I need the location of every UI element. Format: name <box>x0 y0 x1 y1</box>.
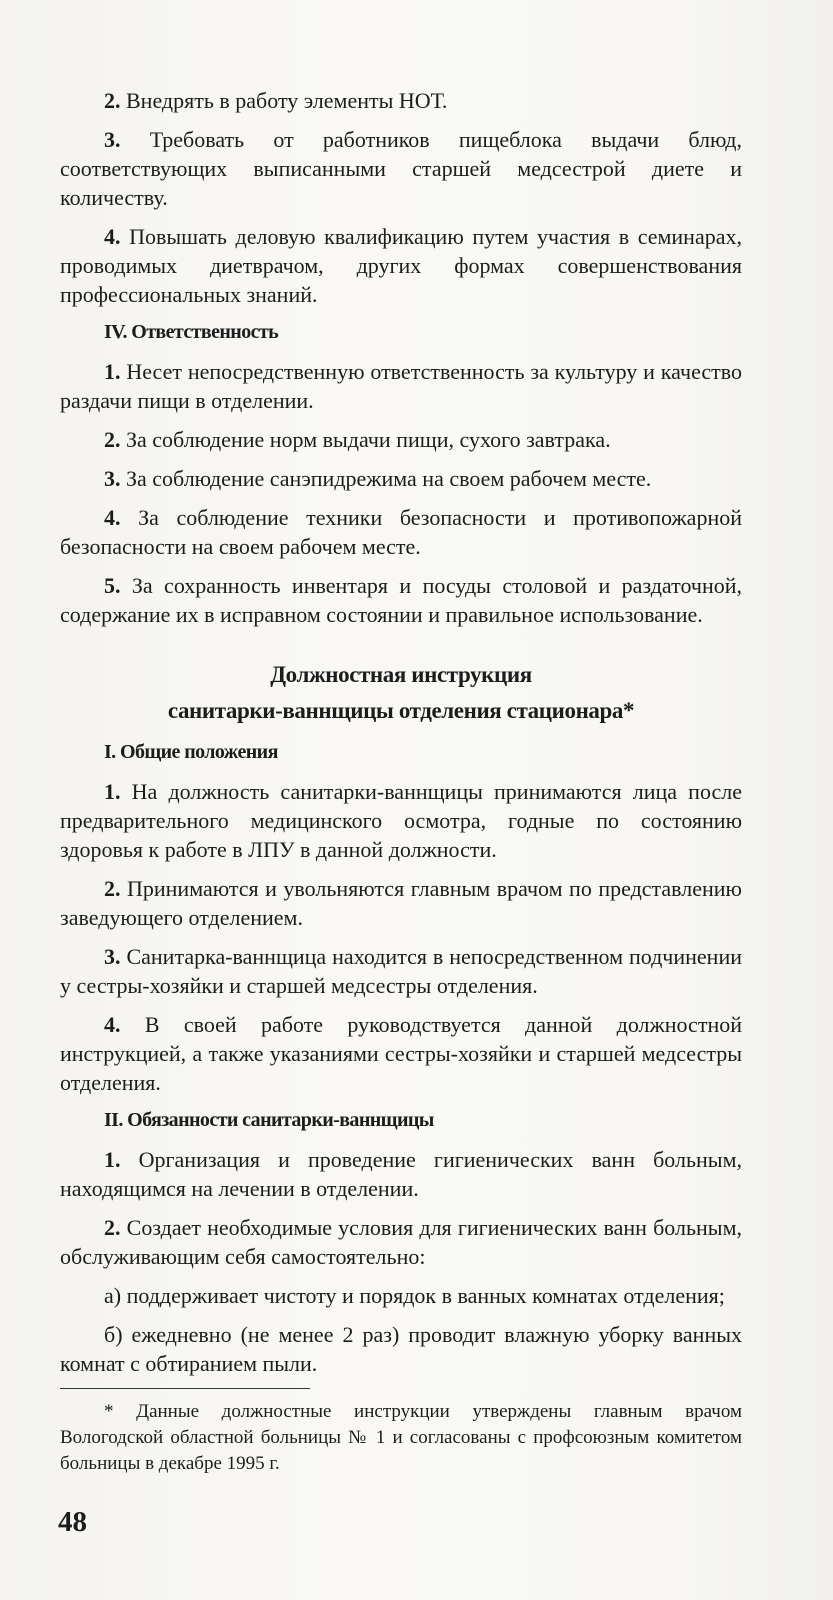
paragraph: 3. Требовать от работников пищеблока выдачи блюд, соответствующих выписанными старшей медсестрой диете и количеству. <box>60 127 742 210</box>
paragraph: 4. Повышать деловую квалификацию путем участия в семинарах, проводимых диетврачом, других формах совершенствования профессиональных знаний. <box>60 224 742 307</box>
footnote-divider <box>60 1388 310 1389</box>
paragraph: 5. За сохранность инвентаря и посуды столовой и раздаточной, содержание их в исправном состоянии и правильное использование. <box>60 573 742 627</box>
instruction-title-line1: Должностная инструкция <box>270 662 532 687</box>
section-heading: II. Обязанности санитарки-ваннщицы <box>104 1109 434 1131</box>
paragraph: а) поддерживает чистоту и порядок в ванных комнатах отделения; <box>104 1283 725 1308</box>
footnote: * Данные должностные инструкции утверждены главным врачом Вологодской областной больницы № 1 и согласованы с профсоюзным комитетом больницы в декабре 1995 г. <box>60 1401 742 1474</box>
page-content <box>60 86 742 1477</box>
instruction-title-line2: санитарки-ваннщицы отделения стационара* <box>167 698 635 723</box>
section-heading: I. Общие положения <box>104 741 278 763</box>
paragraph: 4. В своей работе руководствуется данной должностной инструкцией, а также указаниями сестры-хозяйки и старшей медсестры отделения. <box>60 1012 742 1095</box>
paragraph: 1. Несет непосредственную ответственность за культуру и качество раздачи пищи в отделении. <box>60 359 742 413</box>
paragraph: 2. Создает необходимые условия для гигиенических ванн больным, обслуживающим себя самостоятельно: <box>60 1215 742 1269</box>
paragraph: 2. За соблюдение норм выдачи пищи, сухого завтрака. <box>104 427 611 452</box>
paragraph: 1. На должность санитарки-ваннщицы принимаются лица после предварительного медицинского осмотра, годные по состоянию здоровья к работе в ЛПУ в данной должности. <box>60 779 742 862</box>
section-heading: IV. Ответственность <box>104 321 279 343</box>
paragraph: 3. Санитарка-ваннщица находится в непосредственном подчинении у сестры-хозяйки и старшей медсестры отделения. <box>60 944 742 998</box>
page-number: 48 <box>58 1506 87 1538</box>
paragraph: 2. Внедрять в работу элементы НОТ. <box>104 88 448 113</box>
instruction-title <box>60 657 742 729</box>
paragraph: б) ежедневно (не менее 2 раз) проводит влажную уборку ванных комнат с обтиранием пыли. <box>60 1322 742 1376</box>
paragraph: 3. За соблюдение санэпидрежима на своем рабочем месте. <box>104 466 652 491</box>
paragraph: 2. Принимаются и увольняются главным врачом по представлению заведующего отделением. <box>60 876 742 930</box>
paragraph: 4. За соблюдение техники безопасности и противопожарной безопасности на своем рабочем месте. <box>60 505 742 559</box>
paragraph: 1. Организация и проведение гигиенических ванн больным, находящимся на лечении в отделении. <box>60 1147 742 1201</box>
